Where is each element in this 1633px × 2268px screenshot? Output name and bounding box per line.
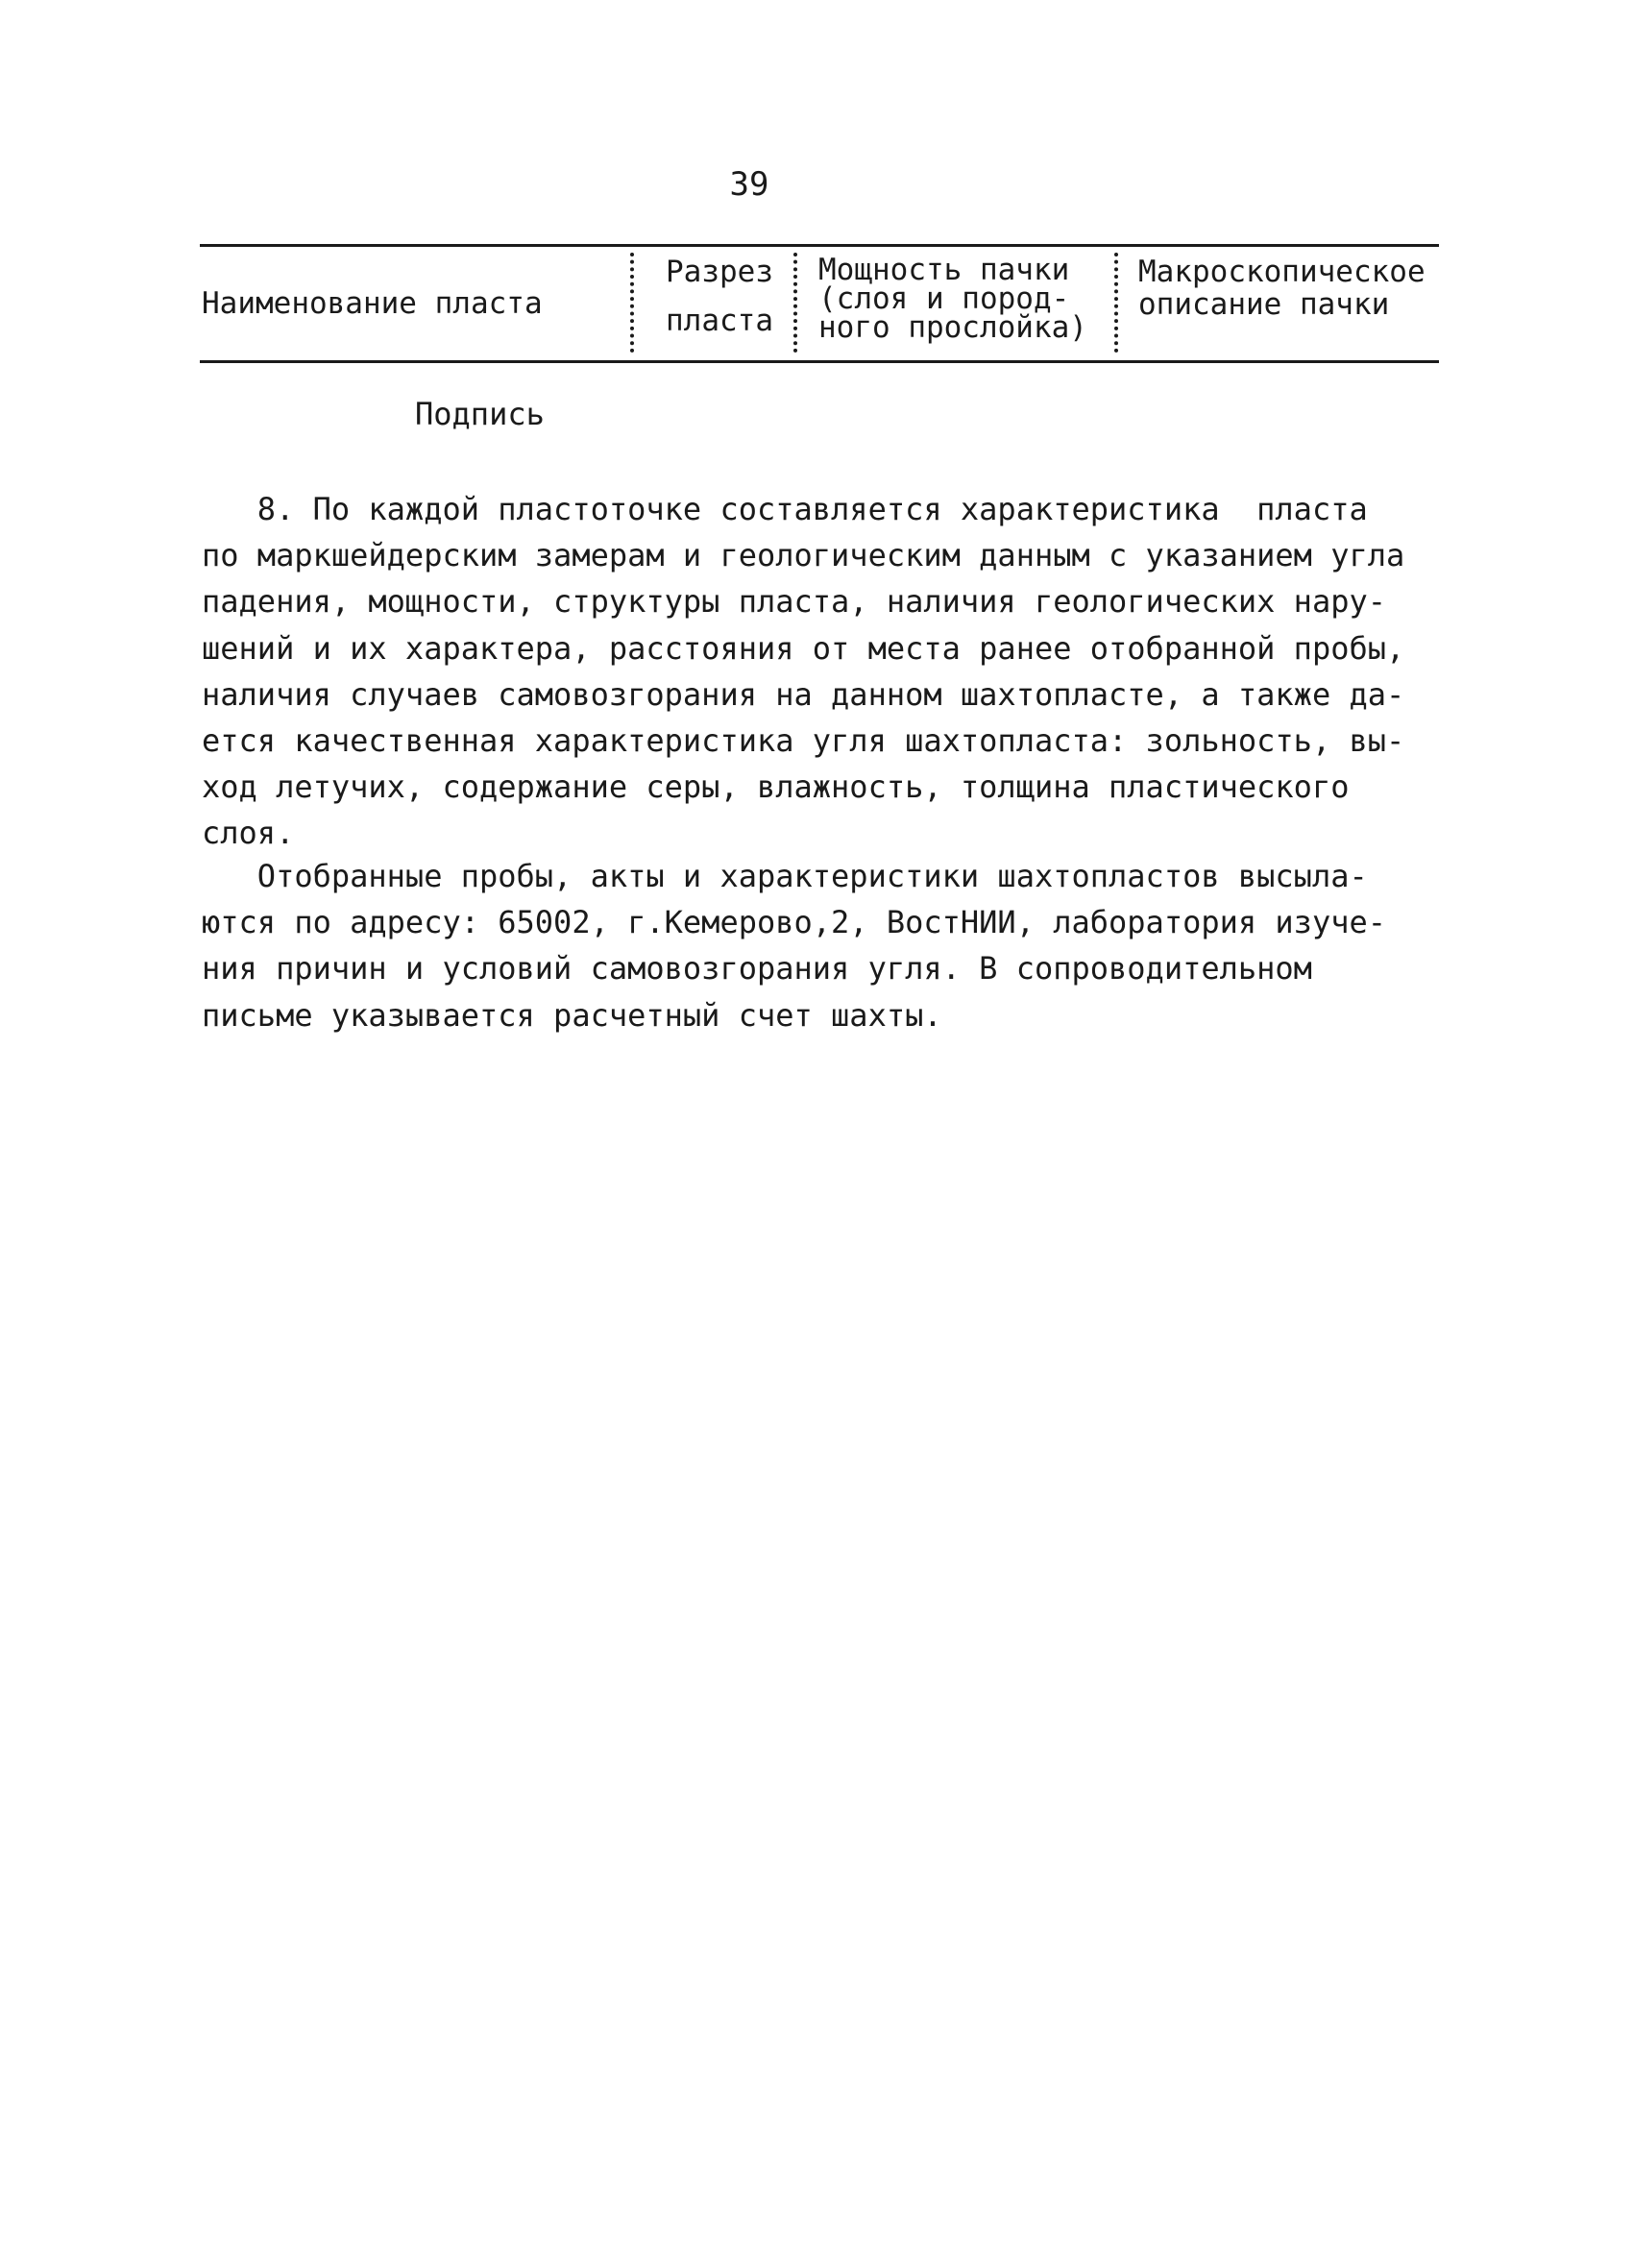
column-header-seam-section (627, 247, 791, 360)
column-header-seam-section-line2: пласта (666, 304, 773, 338)
column-header-bundle-thickness-label: Мощность пачки (слоя и пород- ного прослойка) (818, 253, 1087, 345)
page-number: 39 (729, 165, 769, 204)
column-header-seam-name (200, 247, 622, 360)
column-header-seam-name-label: Наименование пласта (202, 286, 543, 321)
paragraph-samples-dispatch: Отобранные пробы, акты и характеристики шахтопластов высыла- ются по адресу: 65002, г.Кемерово,2, ВостНИИ, лаборатория изуче- ния причин и условий самовозгорания угля. В сопроводительном письме указывается расчетный счет шахты. (202, 858, 1386, 1034)
table-header (200, 244, 1439, 363)
column-header-macroscopic-description (1117, 247, 1439, 360)
column-header-macroscopic-description-label: Макроскопическое описание пачки (1138, 255, 1426, 322)
column-header-seam-section-line1: Разрез (666, 255, 773, 289)
paragraph-item-8: 8. По каждой пластоточке составляется характеристика пласта по маркшейдерским замерам и геологическим данным с указанием угла падения, мощности, структуры пласта, наличия геологических нару- шений и их характера, расстояния от места ранее отобранной пробы, наличия случаев самовозгорания на данном шахтопласте, а также да- ется качественная характеристика угля шахтопласта: зольность, вы- ход летучих, содержание серы, влажность, толщина пластического слоя. (202, 491, 1405, 852)
column-header-bundle-thickness (795, 247, 1112, 360)
signature-label: Подпись (415, 396, 545, 432)
